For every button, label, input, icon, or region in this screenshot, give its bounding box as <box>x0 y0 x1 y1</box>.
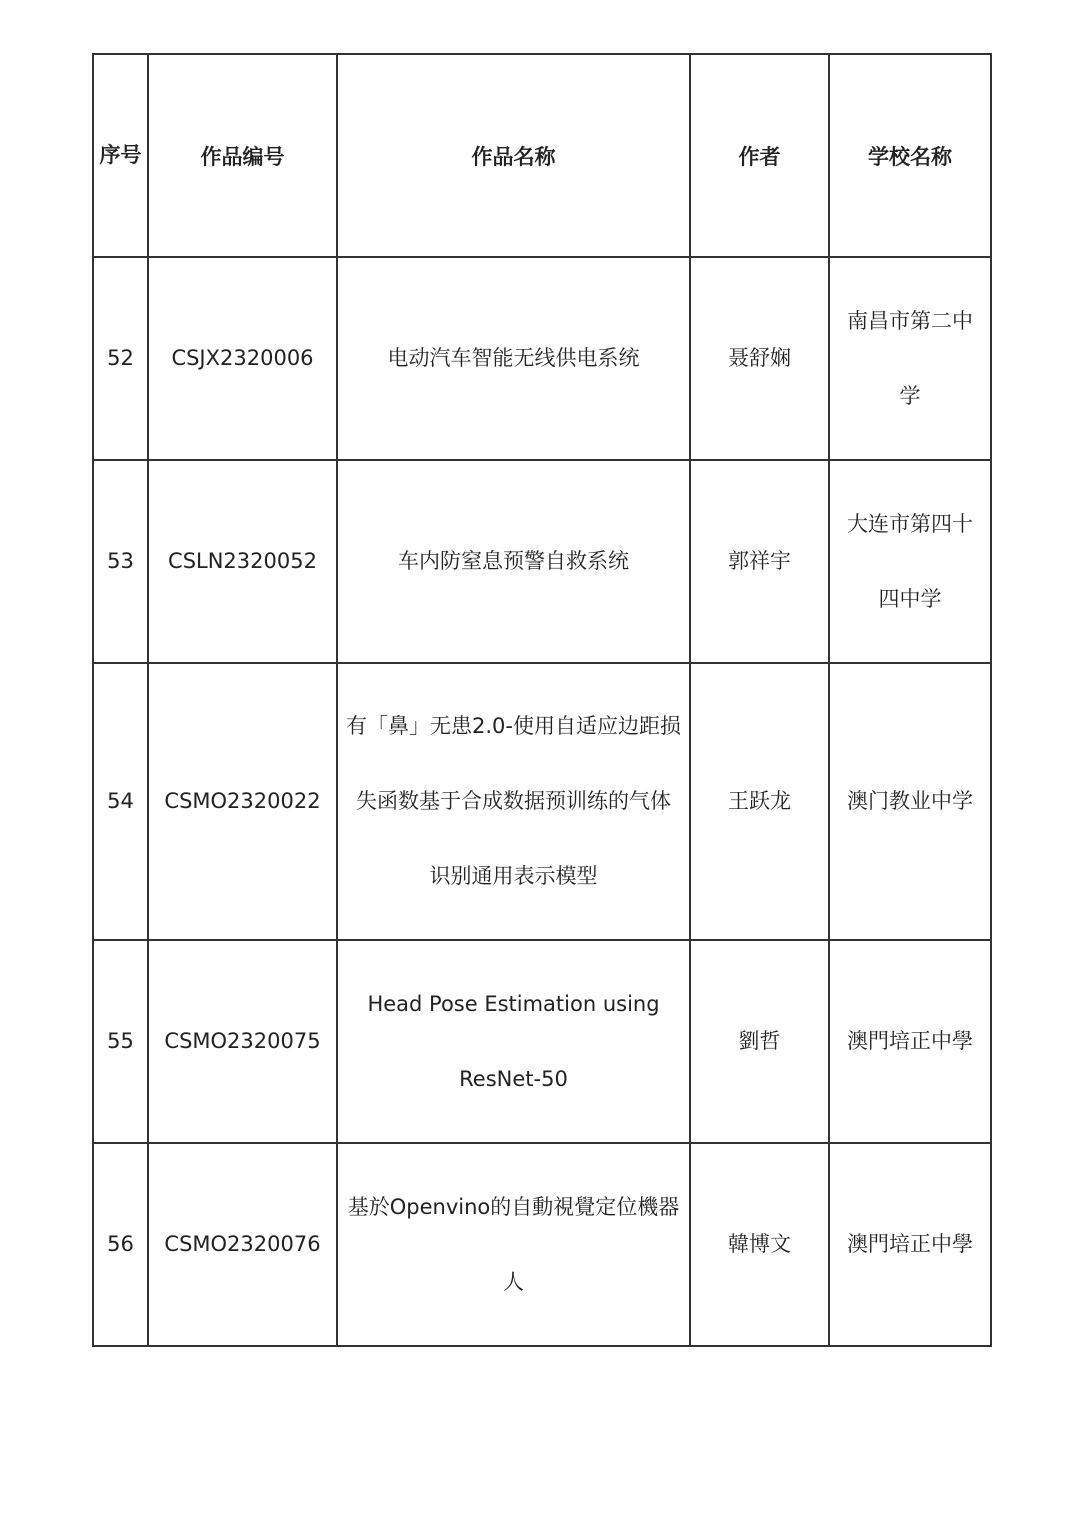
row-code: CSLN2320052 <box>148 460 337 663</box>
row-author: 王跃龙 <box>690 663 829 940</box>
table-row <box>93 460 991 663</box>
award-table <box>92 53 992 1347</box>
row-title: 车内防窒息预警自救系统 <box>337 460 690 663</box>
header-author: 作者 <box>690 54 829 257</box>
row-index: 52 <box>93 257 148 460</box>
table-header-row <box>93 54 991 257</box>
row-title: 电动汽车智能无线供电系统 <box>337 257 690 460</box>
row-index: 54 <box>93 663 148 940</box>
row-school: 澳门教业中学 <box>829 663 991 940</box>
row-author: 韓博文 <box>690 1143 829 1346</box>
table-row <box>93 663 991 940</box>
row-author: 郭祥宇 <box>690 460 829 663</box>
row-code: CSMO2320022 <box>148 663 337 940</box>
row-title: 基於Openvino的自動視覺定位機器人 <box>337 1143 690 1346</box>
row-school: 澳門培正中學 <box>829 1143 991 1346</box>
row-title: 有「鼻」无患2.0-使用自适应边距损失函数基于合成数据预训练的气体识别通用表示模型 <box>337 663 690 940</box>
row-index: 53 <box>93 460 148 663</box>
row-school: 南昌市第二中学 <box>829 257 991 460</box>
row-school: 大连市第四十四中学 <box>829 460 991 663</box>
table-row <box>93 940 991 1143</box>
header-code: 作品编号 <box>148 54 337 257</box>
header-school: 学校名称 <box>829 54 991 257</box>
row-index: 55 <box>93 940 148 1143</box>
row-author: 聂舒娴 <box>690 257 829 460</box>
table-row <box>93 1143 991 1346</box>
row-title: Head Pose Estimation using ResNet-50 <box>337 940 690 1143</box>
row-code: CSJX2320006 <box>148 257 337 460</box>
table-row <box>93 257 991 460</box>
header-title: 作品名称 <box>337 54 690 257</box>
row-school: 澳門培正中學 <box>829 940 991 1143</box>
row-code: CSMO2320075 <box>148 940 337 1143</box>
header-index: 序号 <box>93 54 148 257</box>
row-author: 劉哲 <box>690 940 829 1143</box>
row-code: CSMO2320076 <box>148 1143 337 1346</box>
row-index: 56 <box>93 1143 148 1346</box>
